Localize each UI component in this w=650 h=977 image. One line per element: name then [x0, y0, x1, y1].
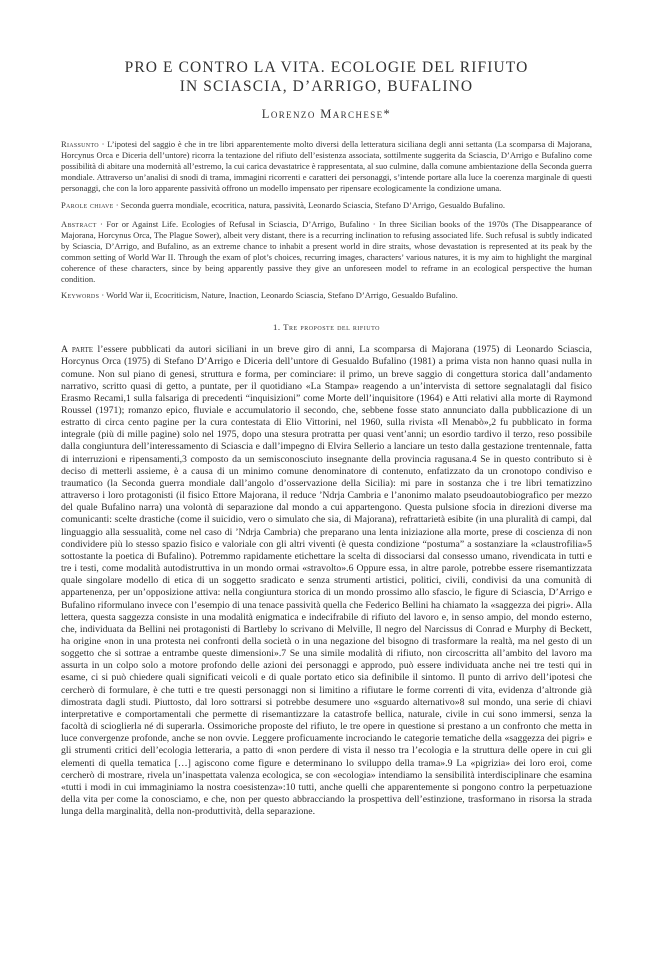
title-line-1: PRO E CONTRO LA VITA. ECOLOGIE DEL RIFIUTO: [124, 59, 529, 76]
title-line-2: IN SCIASCIA, D’ARRIGO, BUFALINO: [179, 78, 474, 95]
keywords-text: · World War ii, Ecocriticism, Nature, Inaction, Leonardo Sciascia, Stefano D’Arrigo, Gesualdo Bufalino.: [99, 290, 458, 301]
keywords-label: Keywords: [61, 290, 100, 301]
author-text: Lorenzo Marchese*: [261, 107, 392, 121]
section-title: 1. Tre proposte del rifiuto: [272, 322, 380, 333]
body-text: l’essere pubblicati da autori siciliani in un breve giro di anni, La scomparsa di Majorana (1975) di Leonardo Sciascia, Horcynus Orca (1975) di Stefano D’Arrigo e Diceria dell’untore di Gesualdo Bufalino (1981) a prima vista non hanno quasi nulla in comune. Non sul piano di genesi, struttura e forma, per cominciare: il primo, un breve saggio di congettura storica dall’andamento narrativo, scritto quasi di getto, a puntate, per il quotidiano «La Stampa» reagendo a un’intervista di settore segnalatagli dal fisico Erasmo Recami,1 sulla falsariga di precedenti “inquisizioni” come Morte dell’inquisitore (1964) e Atti relativi alla morte di Raymond Roussel (1971); romanzo epico, fluviale e accumulatorio il secondo, che, sebbene fosse stato annunciato dalla pubblicazione di un estratto di circa cento pagine per la cura contestata di Elio Vittorini, nel 1960, sulla rivista «Il Menabò»,2 fu pubblicato in forma integrale (più di mille pagine) solo nel 1975, dopo una stesura protratta per quasi vent’anni; un esordio tardivo il terzo, reso possibile dalla congiuntura dell’interessamento di Sciascia e dall’impegno di Elvira Sellerio a lanciare un testo dalla gestazione trentennale, fatta di interruzioni e ripensamenti,3 composto da un semisconosciuto insegnante della provincia ragusana.4 Se in questo contributo si è deciso di metterli assieme, è a causa di un minimo comune denominatore di contenuto, enfatizzato da un cronotopo condiviso e traumatico (la Seconda guerra mondiale dall’angolo d’osservazione della Sicilia): mi pare in sostanza che i tre libri tematizzino attraverso i loro protagonisti (il fisico Ettore Majorana, il reduce ’Ndrja Cambria e l’anonimo malato pseudoautobiografico per mezzo del quale Bufalino narra) una volontà di separazione dal mondo a cui appartengono. Questa pulsione sfocia in direzioni diverse ma comunicanti: scelte drastiche (come il suicidio, vero o simulato che sia, di Majorana), refrattarietà esibite (in una pluralità di campi, dal linguaggio alla sessualità, come nel caso di ’Ndrja Cambria) che preparano una lenta iniziazione alla morte, prese di coscienza di non condividere più lo stesso spazio fisico e valoriale con gli altri viventi (è questa condizione “postuma” a sostanziare la «claustrofilia»5 sottostante la poetica di Bufalino). Potremmo rapidamente etichettare la scelta di dissociarsi dal consesso umano, rivendicata in tutti e tre i testi, come modalità autodistruttiva in un mondo ormai «stravolto».6 Oppure essa, in altre parole, potrebbe essere risemantizzata quale singolare modello di etica di un soggetto sradicato e senza strumenti artistici, politici, civili, condivisi da una comunità di appartenenza, per un’opposizione attiva: nella congiuntura storica di un mondo prossimo allo sfascio, le figure di Sciascia, D’Arrigo e Bufalino riformulano invece con l’esempio di una tenace passività quella che Federico Bellini ha chiamato la «saggezza dei pigri». Alla lettera, questa saggezza consiste in una modalità enigmatica e indecifrabile di rifiuto del lavoro e, in senso ampio, del mondo esterno, che, individuata da Bellini nei protagonisti di Bartleby lo scrivano di Melville, Il negro del Narcissus di Conrad e Murphy di Beckett, ha origine «non in una protesta nei confronti della società o in una negazione del bisogno di trasformare la realtà, ma nel gesto di un soggetto che si sottrae a entrambe queste dimensioni».7 Se una simile modalità di rifiuto, non circoscritta all’ambito del lavoro ma assurta in un colpo solo a motore profondo delle azioni dei personaggi e approdo, può essere individuata anche nei tre testi qui in esame, ci si può chiedere quali significati veicoli e di quale portato etico sia definibile il sintomo. Il punto di arrivo dell’ipotesi che cercherò di formulare, è che tutti e tre questi personaggi non si limitino a rifiutare le forme correnti di vita, evidenza d’altronde già dimostrata dagli studi. Piuttosto, dal loro sottrarsi si potrebbe desumere uno «sguardo alternativo»8 sul mondo, una serie di chiavi interpretative e comportamentali che permette di risemantizzare la catastrofe bellica, naturale, civile in cui sono immersi, senza la facoltà di scioglierla né di superarla. Ossimoriche proposte del rifiuto, le tre opere in questione si prestano a un confronto che metta in luce convergenze profonde, anche se non ovvie. Leggere proficuamente incrociando le categorie tematiche della «saggezza dei pigri» e gli strumenti critici dell’ecologia letteraria, a patto di «non perdere di vista il nesso tra l’ecologia e la struttura delle opere in cui gli elementi di quella tematica […] agiscono come figure e determinano lo sviluppo della trama».9 La «pigrizia» dei loro eroi, come cercherò di mostrare, rivela un’inaspettata valenza ecologica, se con «ecologia» intendiamo la sensibilità interdisciplinare che esamina «tutti i modi in cui immaginiamo la nostra coesistenza»:10 tutti, anche quelli che apparentemente si pongono contro la perpetuazione della vita per come la conosciamo, e che, non per questo abbracciando la prospettiva dell’estinzione, trasformano in risorsa la strada lunga della marginalità, della non-produttività, della separazione.: [61, 344, 592, 818]
article-title: [61, 58, 592, 96]
parole-chiave-text: · Seconda guerra mondiale, ecocritica, natura, passività, Leonardo Sciascia, Stefano D’Arrigo, Gesualdo Bufalino.: [113, 200, 505, 211]
parole-chiave-paragraph: [61, 200, 592, 211]
body-paragraph: [61, 344, 592, 818]
author-name: [61, 107, 592, 122]
riassunto-text: · L’ipotesi del saggio è che in tre libri apparentemente molto diversi della letteratura siciliana degli anni settanta (La scomparsa di Majorana, Horcynus Orca e Diceria dell’untore) ricorra la tentazione del rifiuto dell’esistenza associata, sottilmente suggerita da Sciascia, D’Arrigo e Bufalino come possibilità di abitare una modernità all’estremo, la cui carica devastatrice è rappresentata, al suo culmine, dalla comune ambientazione della Seconda guerra mondiale. Attraverso un’analisi di snodi di trama, immagini ricorrenti e caratteri dei personaggi, s’intende portare alla luce la coerenza marginale di questi personaggi, che con la loro apparente passività offrono un modello impensato per ripensare ecologicamente la condizione umana.: [61, 139, 592, 194]
abstract-text: · For or Against Life. Ecologies of Refusal in Sciascia, D’Arrigo, Bufalino · In three Sicilian books of the 1970s (The Disappearance of Majorana, Horcynus Orca, The Plague Sower), albeit very distant, there is a recurring inclination to refusing associated life. Such refusal is subtly indicated by Sciascia, D’Arrigo, and Bufalino, as an extreme chance to inhabit a present world in dire straits, whose devastation is represented at its peak by the common setting of World War II. Through the exam of plot’s choices, recurring images, characters’ various natures, it is my aim to highlight the marginal coherence of these characters, since by being apparently passive they give an unforeseen model to reframe in an ecological perspective the human condition.: [61, 218, 592, 285]
parole-chiave-label: Parole chiave: [61, 200, 114, 211]
riassunto-label: Riassunto: [61, 139, 99, 149]
abstract-label: Abstract: [61, 218, 97, 229]
body-lead: A parte: [61, 344, 94, 356]
abstract-paragraph: [61, 219, 592, 286]
keywords-paragraph: [61, 290, 592, 301]
riassunto-paragraph: [61, 139, 592, 194]
paper-page: [0, 58, 650, 977]
section-heading: [61, 322, 592, 332]
